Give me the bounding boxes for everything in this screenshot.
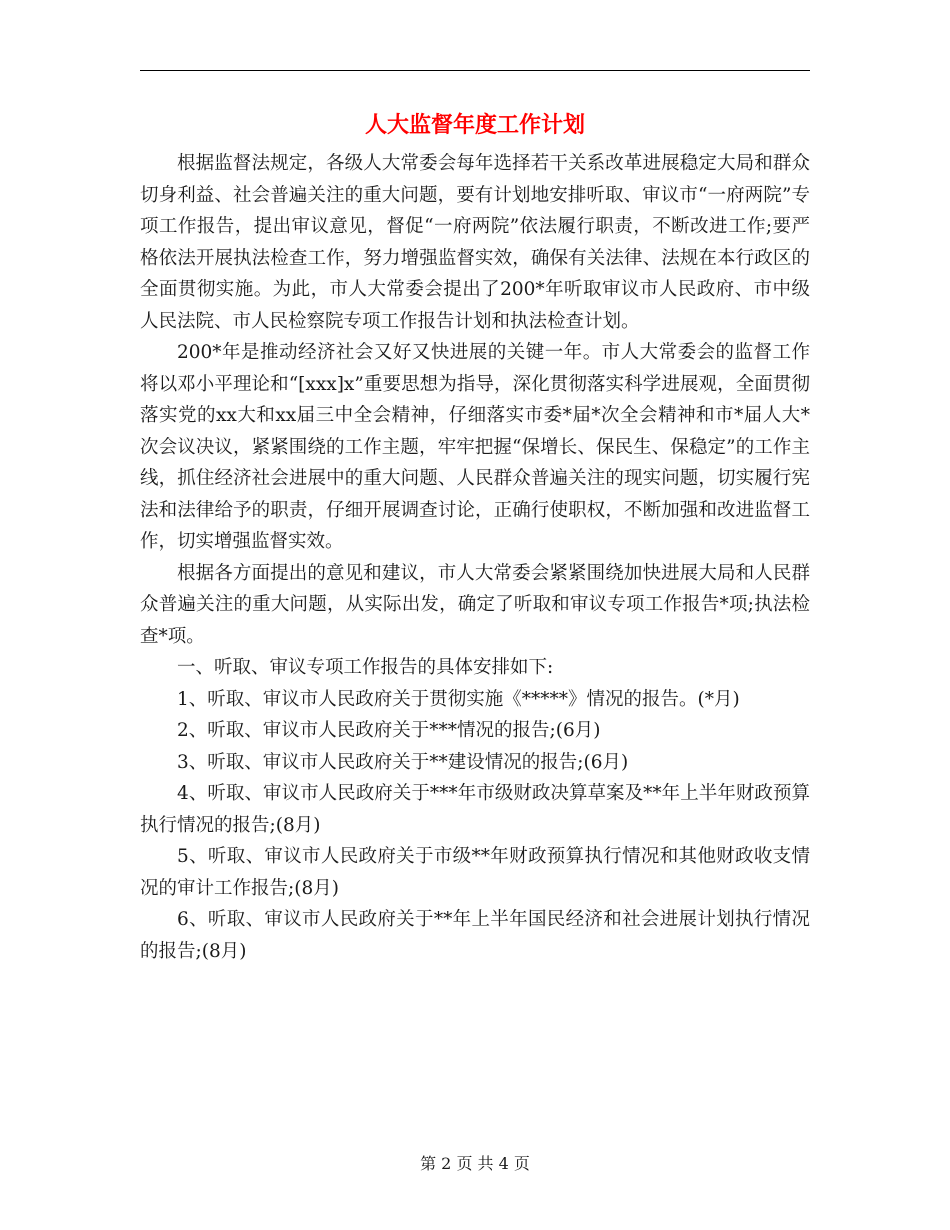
paragraph: 根据各方面提出的意见和建议，市人大常委会紧紧围绕加快进展大局和人民群众普遍关注的重大问题，从实际出发，确定了听取和审议专项工作报告*项;执法检查*项。: [140, 562, 810, 647]
paragraph: 200*年是推动经济社会又好又快进展的关键一年。市人大常委会的监督工作将以邓小平理论和“[xxx]x”重要思想为指导，深化贯彻落实科学进展观，全面贯彻落实党的xx大和xx届三中全会精神，仔细落实市委*届*次全会精神和市*届人大*次会议决议，紧紧围绕的工作主题，牢牢把握“保增长、保民生、保稳定”的工作主线，抓住经济社会进展中的重大问题、人民群众普遍关注的现实问题，切实履行宪法和法律给予的职责，仔细开展调查讨论，正确行使职权，不断加强和改进监督工作，切实增强监督实效。: [140, 342, 810, 552]
page-number-footer: 第 2 页 共 4 页: [420, 1154, 530, 1173]
list-item: 4、听取、审议市人民政府关于***年市级财政决算草案及**年上半年财政预算执行情况的报告;(8月): [140, 783, 810, 836]
paragraph: 根据监督法规定，各级人大常委会每年选择若干关系改革进展稳定大局和群众切身利益、社会普遍关注的重大问题，要有计划地安排听取、审议市“一府两院”专项工作报告，提出审议意见，督促“一府两院”依法履行职责，不断改进工作;要严格依法开展执法检查工作，努力增强监督实效，确保有关法律、法规在本行政区的全面贯彻实施。为此，市人大常委会提出了200*年听取审议市人民政府、市中级人民法院、市人民检察院专项工作报告计划和执法检查计划。: [140, 153, 810, 332]
document-title: 人大监督年度工作计划: [364, 112, 585, 138]
list-item: 5、听取、审议市人民政府关于市级**年财政预算执行情况和其他财政收支情况的审计工作报告;(8月): [140, 846, 810, 899]
list-item: 2、听取、审议市人民政府关于***情况的报告;(6月): [177, 720, 601, 741]
document-body: [140, 148, 810, 967]
section-heading: 一、听取、审议专项工作报告的具体安排如下:: [177, 657, 554, 678]
list-item: 3、听取、审议市人民政府关于**建设情况的报告;(6月): [177, 751, 629, 773]
list-item: 1、听取、审议市人民政府关于贯彻实施《*****》情况的报告。(*月): [177, 688, 740, 710]
header-rule: [140, 70, 810, 71]
list-item: 6、听取、审议市人民政府关于**年上半年国民经济和社会进展计划执行情况的报告;(8月): [140, 909, 810, 962]
